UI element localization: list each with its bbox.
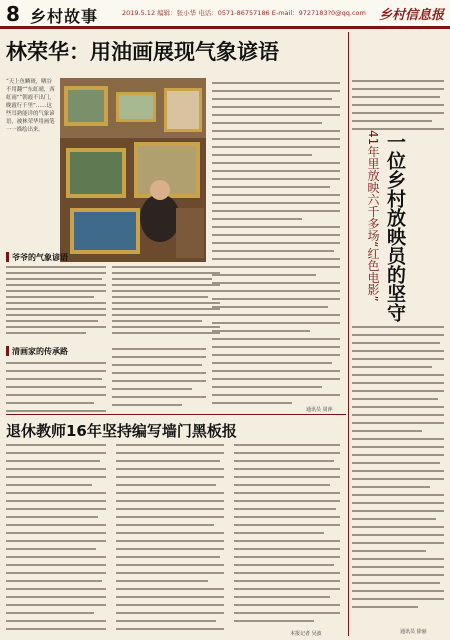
editor-info: 2019.5.12 编辑：张小华 电话：0571-86757186 E-mail：9727183?0@qq.com [122,9,366,17]
right-col-body [352,324,446,624]
painter-photo [60,78,206,262]
main-byline: 通讯员 周萍 [306,407,333,413]
main-col-2 [112,264,222,336]
page-header [0,0,450,29]
section-title: 乡村故事 [30,7,99,26]
main-col-3 [212,78,342,408]
main-caption: “天上鱼鳞斑，晒谷不用翻”“东虹晴，西虹雨”“朝霞不出门，晚霞行千里”……这些耳熟能详的气象谚语，被林荣华用画笔一一描绘出来。 [6,79,55,133]
main-col-5 [112,346,208,414]
right-story-subtitle: 41年里放映六千多场“红色电影” [366,130,380,302]
subhead-grandpa: 爷爷的气象谚语 [12,253,68,262]
divider [6,414,346,415]
subhead-inheritance: 清画家的传承路 [12,347,68,356]
second-byline: 本报记者 吴波 [290,631,322,637]
main-col-4 [6,360,108,414]
right-col-intro [352,78,446,132]
page-number: 8 [6,2,20,26]
main-col-1 [6,264,108,336]
masthead-logo: 乡村信息报 [378,8,444,23]
subhead-marker [6,252,9,262]
main-headline: 林荣华：用油画展现气象谚语 [6,40,279,64]
right-byline: 通讯员 徐丽 [400,629,427,635]
right-story-title: 一位乡村放映员的坚守 [384,132,406,322]
second-headline: 退休教师16年坚持编写墙门黑板报 [6,422,237,440]
second-story-body [6,440,342,636]
column-divider [348,32,349,636]
subhead-marker-2 [6,346,9,356]
